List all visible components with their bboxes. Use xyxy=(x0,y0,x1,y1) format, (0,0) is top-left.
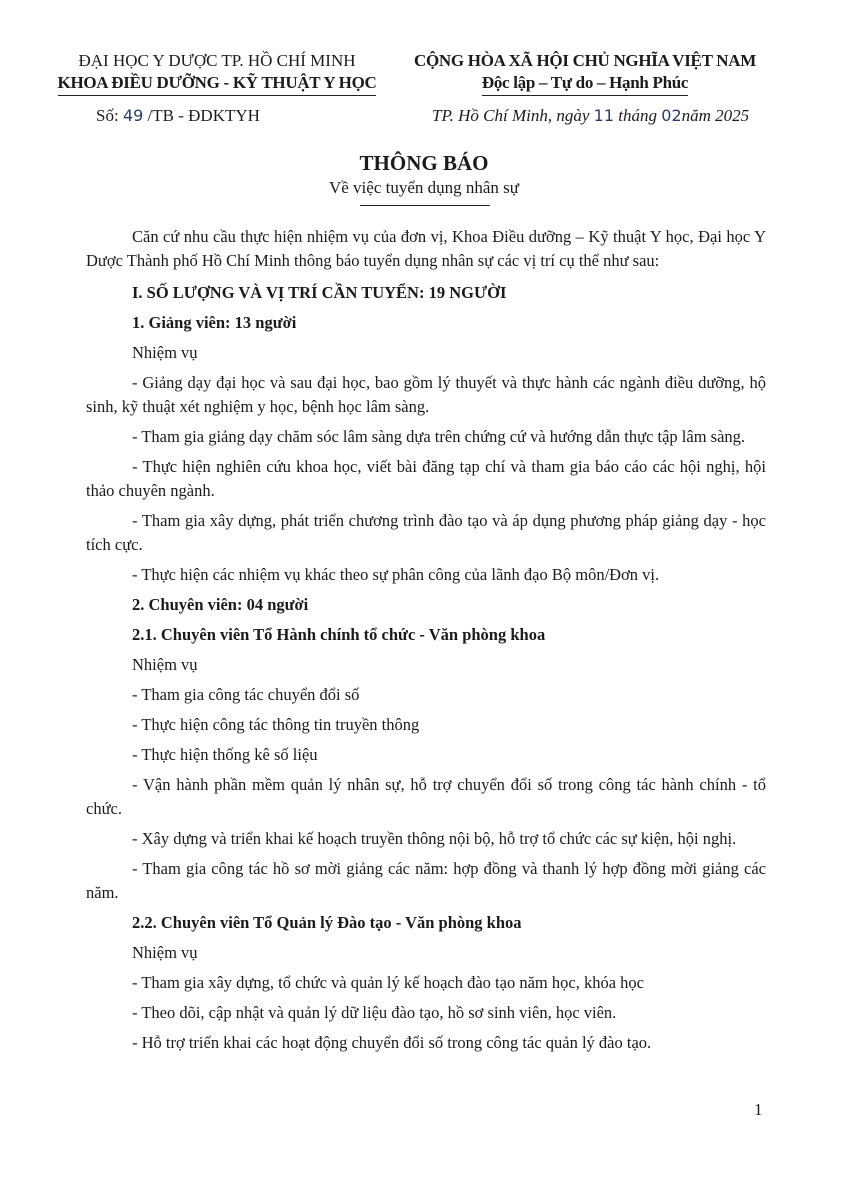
date-month-label: tháng xyxy=(614,106,662,125)
lecturer-duty-item: - Tham gia xây dựng, phát triển chương trình đào tạo và áp dụng phương pháp giảng dạy - học tích cực. xyxy=(86,511,766,554)
training-specialist-heading: 2.2. Chuyên viên Tổ Quản lý Đào tạo - Văn phòng khoa xyxy=(132,913,522,932)
lecturer-duty-item: - Tham gia giảng dạy chăm sóc lâm sàng dựa trên chứng cứ và hướng dẫn thực tập lâm sàng. xyxy=(132,427,746,446)
docno-suffix: /TB - ĐDKTYH xyxy=(143,106,260,125)
subtitle-divider xyxy=(360,205,490,206)
admin-duty-item: - Tham gia công tác hồ sơ mời giảng các năm: hợp đồng và thanh lý hợp đồng mời giảng các năm. xyxy=(86,859,766,902)
document-body xyxy=(86,225,766,1061)
docno-handwritten-number: 49 xyxy=(122,106,144,125)
national-motto-block xyxy=(390,50,780,96)
lecturer-duty-item: - Thực hiện các nhiệm vụ khác theo sự phân công của lãnh đạo Bộ môn/Đơn vị. xyxy=(132,565,660,584)
admin-duty-item: - Tham gia công tác chuyển đổi số xyxy=(132,685,360,704)
admin-duty-item: - Vận hành phần mềm quản lý nhân sự, hỗ trợ chuyển đổi số trong công tác hành chính - tổ chức. xyxy=(86,775,766,818)
training-duty-item: - Tham gia xây dựng, tổ chức và quản lý kế hoạch đào tạo năm học, khóa học xyxy=(132,973,644,992)
document-number xyxy=(96,105,260,127)
document-date xyxy=(432,105,749,127)
page-number: 1 xyxy=(754,1100,763,1119)
intro-paragraph: Căn cứ nhu cầu thực hiện nhiệm vụ của đơn vị, Khoa Điều dưỡng – Kỹ thuật Y học, Đại học Y Dược Thành phố Hồ Chí Minh thông báo tuyển dụng nhân sự các vị trí cụ thể như sau: xyxy=(86,227,766,270)
specialist-heading: 2. Chuyên viên: 04 người xyxy=(132,595,309,614)
document-title: THÔNG BÁO xyxy=(359,151,489,175)
admin-duty-item: - Thực hiện công tác thông tin truyền thông xyxy=(132,715,420,734)
faculty-name-text: KHOA ĐIỀU DƯỠNG - KỸ THUẬT Y HỌC xyxy=(58,72,377,96)
admin-duty-item: - Xây dựng và triển khai kế hoạch truyền thông nội bộ, hỗ trợ tổ chức các sự kiện, hội nghị. xyxy=(132,829,737,848)
issuer-block xyxy=(52,50,382,96)
motto-text: Độc lập – Tự do – Hạnh Phúc xyxy=(482,72,688,96)
date-month-handwritten: 02 xyxy=(661,106,682,125)
motto xyxy=(390,72,780,96)
docno-prefix: Số: xyxy=(96,106,123,125)
lecturer-heading: 1. Giảng viên: 13 người xyxy=(132,313,297,332)
admin-duty-item: - Thực hiện thống kê số liệu xyxy=(132,745,318,764)
date-day-handwritten: 11 xyxy=(593,106,615,125)
document-subtitle: Về việc tuyển dụng nhân sự xyxy=(328,178,520,197)
lecturer-duty-item: - Giảng dạy đại học và sau đại học, bao gồm lý thuyết và thực hành các ngành điều dưỡng, hộ sinh, kỹ thuật xét nghiệm y học, bệnh học lâm sàng. xyxy=(86,373,766,416)
university-name: ĐẠI HỌC Y DƯỢC TP. HỒ CHÍ MINH xyxy=(78,51,356,70)
date-year: năm 2025 xyxy=(681,106,750,125)
training-duty-label: Nhiệm vụ xyxy=(132,943,198,962)
section-heading: I. SỐ LƯỢNG VÀ VỊ TRÍ CẦN TUYỂN: 19 NGƯỜI xyxy=(132,283,507,302)
lecturer-duty-item: - Thực hiện nghiên cứu khoa học, viết bài đăng tạp chí và tham gia báo cáo các hội nghị, hội thảo chuyên ngành. xyxy=(86,457,766,500)
admin-duty-label: Nhiệm vụ xyxy=(132,655,198,674)
faculty-name xyxy=(52,72,382,96)
training-duty-item: - Theo dõi, cập nhật và quản lý dữ liệu đào tạo, hồ sơ sinh viên, học viên. xyxy=(132,1003,617,1022)
lecturer-duty-label: Nhiệm vụ xyxy=(132,343,198,362)
date-city: TP. Hồ Chí Minh, ngày xyxy=(432,106,594,125)
country-name: CỘNG HÒA XÃ HỘI CHỦ NGHĨA VIỆT NAM xyxy=(414,51,756,70)
admin-specialist-heading: 2.1. Chuyên viên Tổ Hành chính tổ chức - Văn phòng khoa xyxy=(132,625,546,644)
training-duty-item: - Hỗ trợ triển khai các hoạt động chuyển đổi số trong công tác quản lý đào tạo. xyxy=(132,1033,652,1052)
